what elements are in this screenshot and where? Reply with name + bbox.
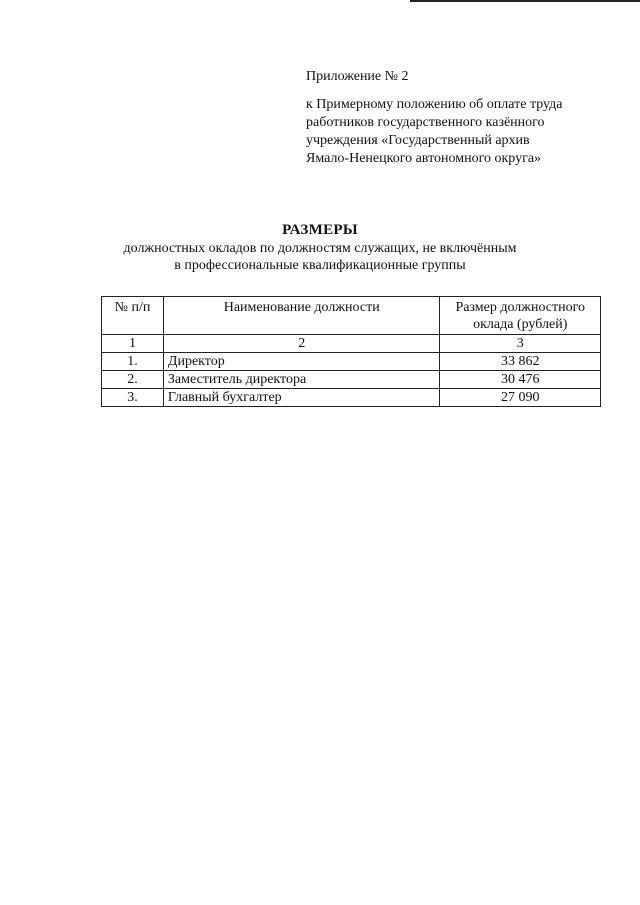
table-row <box>102 371 601 389</box>
salary-amount: 27 090 <box>440 389 601 407</box>
table-header-row <box>102 297 601 335</box>
row-number: 1. <box>102 353 164 371</box>
document-subtitle <box>0 240 640 274</box>
row-number: 3. <box>102 389 164 407</box>
position-name: Директор <box>163 353 440 371</box>
position-name: Заместитель директора <box>163 371 440 389</box>
salary-amount: 30 476 <box>440 371 601 389</box>
header-position-name: Наименование должности <box>163 297 440 335</box>
position-name: Главный бухгалтер <box>163 389 440 407</box>
document-title: РАЗМЕРЫ <box>282 222 358 238</box>
salary-amount: 33 862 <box>440 353 601 371</box>
column-index: 1 <box>102 335 164 353</box>
column-index-row <box>102 335 601 353</box>
appendix-line: работников государственного казённого <box>306 115 545 130</box>
column-index: 2 <box>163 335 440 353</box>
appendix-block <box>306 68 606 168</box>
column-index: 3 <box>440 335 601 353</box>
appendix-line: к Примерному положению об оплате труда <box>306 97 563 112</box>
table-row <box>102 389 601 407</box>
row-number: 2. <box>102 371 164 389</box>
appendix-line: учреждения «Государственный архив <box>306 133 530 148</box>
subtitle-line: в профессиональные квалификационные группы <box>174 258 466 273</box>
subtitle-line: должностных окладов по должностям служащих, не включённым <box>123 241 517 256</box>
header-number: № п/п <box>102 297 164 335</box>
appendix-line: Ямало-Ненецкого автономного округа» <box>306 151 542 166</box>
appendix-number: Приложение № 2 <box>306 69 409 84</box>
salary-table <box>101 296 601 407</box>
header-salary: Размер должностного оклада (рублей) <box>440 297 601 335</box>
top-edge-rule <box>410 0 640 2</box>
table-row <box>102 353 601 371</box>
